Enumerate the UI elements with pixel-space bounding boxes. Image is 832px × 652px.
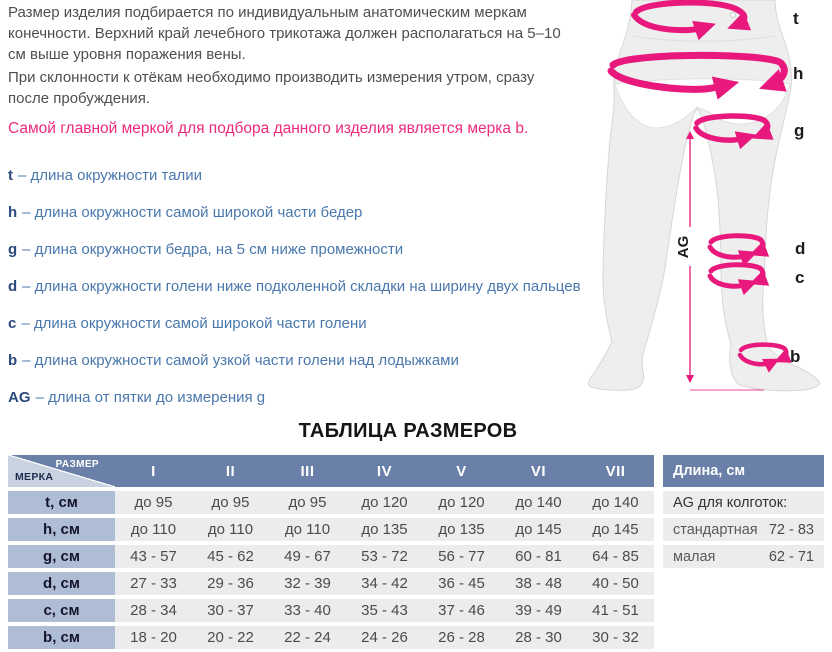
size-cell: 32 - 39 (269, 572, 346, 595)
size-cell: 36 - 45 (423, 572, 500, 595)
size-cell: до 95 (192, 491, 269, 514)
size-cell: 43 - 57 (115, 545, 192, 568)
size-cell: 30 - 37 (192, 599, 269, 622)
length-row-small (663, 545, 824, 568)
size-cell: до 135 (346, 518, 423, 541)
size-cell: 33 - 40 (269, 599, 346, 622)
size-cell: до 145 (500, 518, 577, 541)
size-cell: 41 - 51 (577, 599, 654, 622)
measurement-desc: – длина окружности самой широкой части бедер (22, 204, 363, 221)
highlight-sentence: Самой главной меркой для подбора данного изделия является мерка b. (8, 120, 529, 137)
size-cell: 30 - 32 (577, 626, 654, 649)
size-cell: 24 - 26 (346, 626, 423, 649)
size-cell: до 110 (115, 518, 192, 541)
text-line: Размер изделия подбирается по индивидуальным анатомическим меркам (8, 4, 527, 21)
measurement-desc: – длина окружности талии (18, 167, 203, 184)
size-cell: 60 - 81 (500, 545, 577, 568)
size-cell: 35 - 43 (346, 599, 423, 622)
size-cell: 49 - 67 (269, 545, 346, 568)
measurement-desc: – длина окружности бедра, на 5 см ниже промежности (22, 241, 404, 258)
size-cell: 40 - 50 (577, 572, 654, 595)
size-cell: до 95 (269, 491, 346, 514)
size-cell: до 110 (269, 518, 346, 541)
size-cell: 64 - 85 (577, 545, 654, 568)
intro-text (8, 2, 590, 424)
column-header: IV (346, 455, 423, 487)
size-cell: 34 - 42 (346, 572, 423, 595)
size-cell: 20 - 22 (192, 626, 269, 649)
row-label: c, см (8, 599, 115, 622)
label-b: b (790, 347, 801, 366)
length-panel-subtitle: AG для колготок: (663, 491, 824, 514)
measurement-item-d (8, 276, 590, 297)
measurement-desc: – длина от пятки до измерения g (35, 389, 266, 406)
size-cell: 29 - 36 (192, 572, 269, 595)
size-cell: 56 - 77 (423, 545, 500, 568)
length-row-label: малая (673, 548, 716, 565)
row-label: g, см (8, 545, 115, 568)
measurement-list (8, 165, 590, 408)
measurement-key: b (8, 352, 18, 369)
measurement-item-b (8, 350, 590, 371)
measurement-key: h (8, 204, 18, 221)
column-header: III (269, 455, 346, 487)
measurement-item-ag (8, 387, 590, 408)
measurement-item-h (8, 202, 590, 223)
size-cell: до 140 (500, 491, 577, 514)
size-cell: 39 - 49 (500, 599, 577, 622)
body-measurement-diagram (585, 0, 832, 400)
size-cell: до 140 (577, 491, 654, 514)
size-table-title: ТАБЛИЦА РАЗМЕРОВ (298, 420, 518, 442)
measurement-key: g (8, 241, 18, 258)
column-header: I (115, 455, 192, 487)
length-row-value: 72 - 83 (768, 521, 814, 538)
paragraph-morning (8, 67, 590, 109)
size-cell: до 120 (346, 491, 423, 514)
text-line: При склонности к отёкам необходимо производить измерения утром, сразу (8, 69, 535, 86)
size-cell: 37 - 46 (423, 599, 500, 622)
column-header: V (423, 455, 500, 487)
measurement-desc: – длина окружности самой широкой части голени (21, 315, 367, 332)
size-table (8, 455, 654, 649)
corner-measure-label: МЕРКА (15, 471, 54, 483)
size-cell: до 110 (192, 518, 269, 541)
paragraph-sizing (8, 2, 590, 65)
row-label: b, см (8, 626, 115, 649)
size-cell: 27 - 33 (115, 572, 192, 595)
size-cell: до 120 (423, 491, 500, 514)
size-cell: 53 - 72 (346, 545, 423, 568)
length-row-label: стандартная (673, 521, 758, 538)
row-label: d, см (8, 572, 115, 595)
measurement-key: c (8, 315, 17, 332)
text-line: см выше уровня поражения вены. (8, 46, 246, 63)
label-t: t (793, 9, 799, 28)
size-cell: 38 - 48 (500, 572, 577, 595)
label-c: c (795, 268, 805, 287)
text-line: конечности. Верхний край лечебного трикотажа должен располагаться на 5–10 (8, 25, 561, 42)
size-cell: 26 - 28 (423, 626, 500, 649)
size-cell: до 135 (423, 518, 500, 541)
measurement-item-t (8, 165, 590, 186)
table-corner-cell (8, 455, 115, 487)
measurement-item-g (8, 239, 590, 260)
size-cell: 45 - 62 (192, 545, 269, 568)
size-cell: 28 - 34 (115, 599, 192, 622)
label-d: d (795, 239, 806, 258)
length-row-value: 62 - 71 (768, 548, 814, 565)
label-h: h (793, 64, 804, 83)
measurement-key: t (8, 167, 13, 184)
measurement-desc: – длина окружности самой узкой части голени над лодыжками (22, 352, 459, 369)
measurement-item-c (8, 313, 590, 334)
text-line: после пробуждения. (8, 90, 151, 107)
ag-line-label: AG (675, 235, 692, 259)
measurement-key: AG (8, 389, 31, 406)
length-panel-title: Длина, см (663, 455, 824, 487)
measurement-key: d (8, 278, 18, 295)
length-panel (663, 455, 824, 568)
corner-size-label: РАЗМЕР (55, 459, 99, 470)
size-cell: 22 - 24 (269, 626, 346, 649)
measurement-desc: – длина окружности голени ниже подколенной складки на ширину двух пальцев (22, 278, 581, 295)
row-label: h, см (8, 518, 115, 541)
row-label: t, см (8, 491, 115, 514)
length-row-standard (663, 518, 824, 541)
navel-mark (731, 13, 736, 18)
size-cell: до 95 (115, 491, 192, 514)
column-header: VI (500, 455, 577, 487)
size-cell: 18 - 20 (115, 626, 192, 649)
column-header: VII (577, 455, 654, 487)
size-cell: 28 - 30 (500, 626, 577, 649)
column-header: II (192, 455, 269, 487)
label-g: g (794, 121, 805, 140)
size-cell: до 145 (577, 518, 654, 541)
